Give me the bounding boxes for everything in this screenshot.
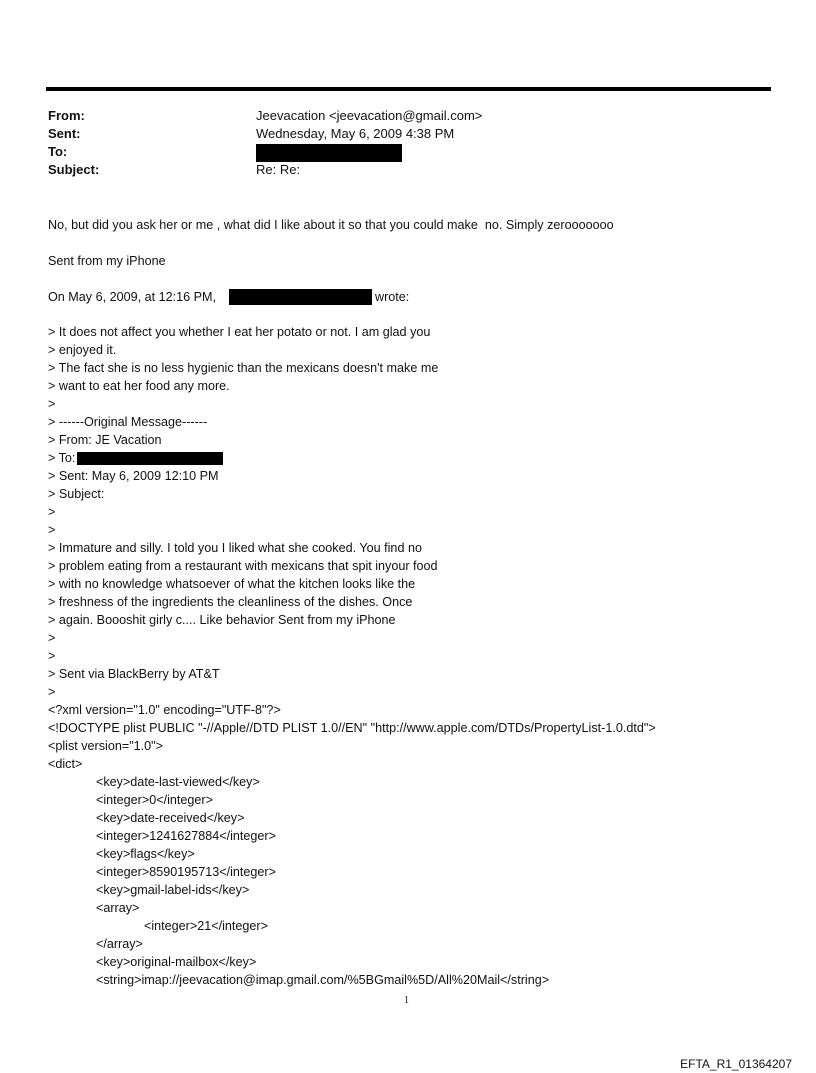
body-line: On May 6, 2009, at 12:16 PM,: [48, 290, 217, 304]
xml-line: <string>imap://jeevacation@imap.gmail.com/%5BGmail%5D/All%20Mail</string>: [96, 973, 550, 987]
xml-line: <key>flags</key>: [96, 847, 195, 861]
quoted-line: >: [48, 685, 56, 699]
bates-number: EFTA_R1_01364207: [680, 1057, 792, 1071]
xml-line: <plist version="1.0">: [48, 739, 164, 753]
quoted-line: > From: JE Vacation: [48, 433, 162, 447]
quoted-line: >: [48, 523, 56, 537]
quoted-line: > Sent via BlackBerry by AT&T: [48, 667, 220, 681]
quoted-line: >: [48, 631, 56, 645]
quoted-line: > want to eat her food any more.: [48, 379, 230, 393]
xml-line: </array>: [96, 937, 143, 951]
xml-line: <key>date-received</key>: [96, 811, 245, 825]
to-quoted-redaction: [77, 452, 223, 465]
page-number: 1: [404, 995, 409, 1006]
subject-value: Re: Re:: [256, 162, 301, 177]
sent-value: Wednesday, May 6, 2009 4:38 PM: [256, 126, 455, 141]
body-line: wrote:: [375, 290, 410, 304]
xml-line: <dict>: [48, 757, 83, 771]
quoted-line: > Subject:: [48, 487, 105, 501]
xml-line: <integer>21</integer>: [144, 919, 268, 933]
xml-line: <array>: [96, 901, 140, 915]
to-label: To:: [48, 144, 68, 159]
xml-line: <!DOCTYPE plist PUBLIC "-//Apple//DTD PLIST 1.0//EN" "http://www.apple.com/DTDs/PropertyList-1.0.dtd">: [48, 721, 656, 735]
quoted-line: > freshness of the ingredients the cleanliness of the dishes. Once: [48, 595, 413, 609]
xml-line: <key>gmail-label-ids</key>: [96, 883, 250, 897]
quoted-line: > ------Original Message------: [48, 415, 208, 429]
sender-redaction: [229, 289, 372, 305]
xml-line: <integer>1241627884</integer>: [96, 829, 276, 843]
xml-line: <integer>0</integer>: [96, 793, 213, 807]
quoted-line: >: [48, 505, 56, 519]
xml-line: <key>date-last-viewed</key>: [96, 775, 260, 789]
subject-label: Subject:: [48, 162, 100, 177]
quoted-line: > It does not affect you whether I eat her potato or not. I am glad you: [48, 325, 431, 339]
sent-label: Sent:: [48, 126, 81, 141]
from-label: From:: [48, 108, 85, 123]
quoted-line: > with no knowledge whatsoever of what the kitchen looks like the: [48, 577, 416, 591]
quoted-line: > again. Boooshit girly c.... Like behavior Sent from my iPhone: [48, 613, 396, 627]
quoted-line: > The fact she is no less hygienic than the mexicans doesn't make me: [48, 361, 439, 375]
quoted-line: >: [48, 397, 56, 411]
quoted-line: > Immature and silly. I told you I liked what she cooked. You find no: [48, 541, 422, 555]
quoted-line: >: [48, 649, 56, 663]
body-line: Sent from my iPhone: [48, 254, 166, 268]
xml-line: <key>original-mailbox</key>: [96, 955, 257, 969]
quoted-line: > enjoyed it.: [48, 343, 117, 357]
quoted-line: > To:: [48, 451, 76, 465]
quoted-line: > problem eating from a restaurant with mexicans that spit inyour food: [48, 559, 438, 573]
xml-line: <integer>8590195713</integer>: [96, 865, 276, 879]
to-redaction: [256, 144, 402, 162]
xml-line: <?xml version="1.0" encoding="UTF-8"?>: [48, 703, 281, 717]
from-value: Jeevacation <jeevacation@gmail.com>: [256, 108, 483, 123]
quoted-line: > Sent: May 6, 2009 12:10 PM: [48, 469, 219, 483]
body-line: No, but did you ask her or me , what did I like about it so that you could make no. Simply zerooooooo: [48, 218, 614, 232]
header-rule: [46, 87, 771, 91]
